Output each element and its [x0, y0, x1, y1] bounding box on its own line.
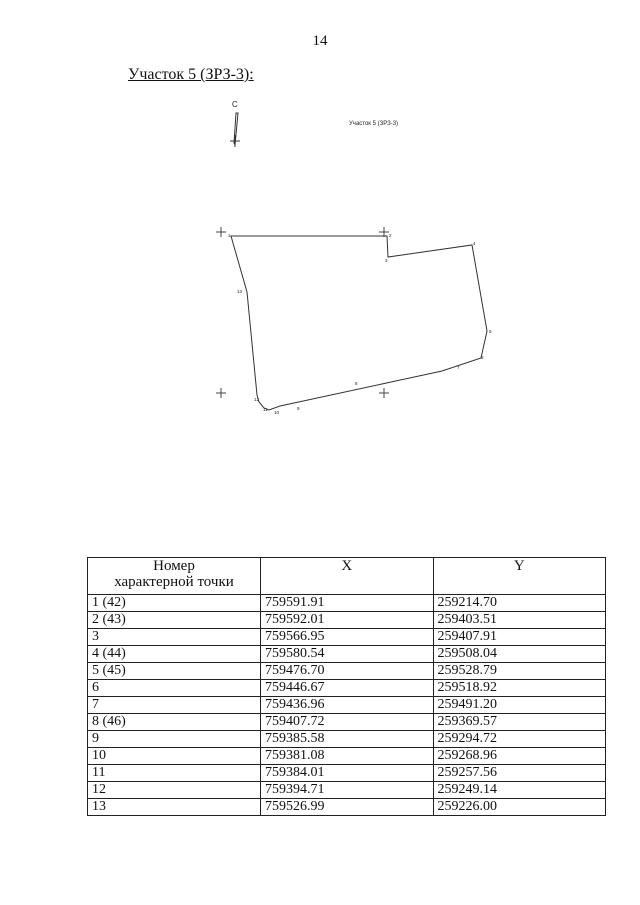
section-heading: Участок 5 (ЗРЗ-3): — [128, 66, 254, 83]
x-value: 759592.01 — [261, 612, 434, 629]
point-number: 1 (42) — [88, 595, 261, 612]
point-number: 11 — [88, 765, 261, 782]
point-label-1: 1 — [228, 233, 231, 238]
y-value: 259491.20 — [433, 697, 606, 714]
point-number: 7 — [88, 697, 261, 714]
header-y: Y — [433, 558, 606, 595]
point-number: 6 — [88, 680, 261, 697]
y-value: 259528.79 — [433, 663, 606, 680]
point-label-11: 11 — [263, 407, 268, 412]
point-label-5: 5 — [489, 329, 492, 334]
y-value: 259518.92 — [433, 680, 606, 697]
header-x: X — [261, 558, 434, 595]
parcel-boundary — [231, 236, 487, 410]
point-number: 13 — [88, 799, 261, 816]
table-row — [88, 731, 606, 748]
point-label-10: 10 — [274, 410, 280, 415]
y-value: 259508.04 — [433, 646, 606, 663]
table-row — [88, 765, 606, 782]
x-value: 759407.72 — [261, 714, 434, 731]
table-row — [88, 799, 606, 816]
y-value: 259294.72 — [433, 731, 606, 748]
table-row — [88, 782, 606, 799]
y-value: 259369.57 — [433, 714, 606, 731]
north-arrow-label: С — [232, 100, 238, 109]
point-number: 4 (44) — [88, 646, 261, 663]
page-number: 14 — [312, 33, 328, 49]
north-arrow-icon — [230, 113, 240, 147]
y-value: 259403.51 — [433, 612, 606, 629]
x-value: 759476.70 — [261, 663, 434, 680]
point-label-13: 13 — [237, 289, 243, 294]
point-label-7: 7 — [457, 365, 460, 370]
point-label-8: 8 — [355, 381, 358, 386]
point-label-3: 3 — [385, 258, 388, 263]
x-value: 759436.96 — [261, 697, 434, 714]
table-row — [88, 646, 606, 663]
y-value: 259268.96 — [433, 748, 606, 765]
y-value: 259407.91 — [433, 629, 606, 646]
point-number: 8 (46) — [88, 714, 261, 731]
table-row — [88, 697, 606, 714]
header-number-line1: Номер — [153, 558, 195, 574]
header-point-number — [88, 558, 261, 595]
table-header-row — [88, 558, 606, 595]
table-row — [88, 629, 606, 646]
x-value: 759446.67 — [261, 680, 434, 697]
point-label-6: 6 — [481, 355, 484, 360]
y-value: 259226.00 — [433, 799, 606, 816]
grid-crosses — [216, 227, 389, 398]
point-label-9: 9 — [297, 406, 300, 411]
x-value: 759591.91 — [261, 595, 434, 612]
x-value: 759385.58 — [261, 731, 434, 748]
table-row — [88, 595, 606, 612]
x-value: 759526.99 — [261, 799, 434, 816]
point-label-2: 2 — [389, 233, 392, 238]
header-number-line2: характерной точки — [114, 574, 234, 590]
table-row — [88, 714, 606, 731]
point-label-12: 12 — [254, 397, 260, 402]
site-plan — [190, 95, 510, 430]
point-label-4: 4 — [473, 241, 476, 246]
point-number: 5 (45) — [88, 663, 261, 680]
table-row — [88, 663, 606, 680]
point-number: 9 — [88, 731, 261, 748]
point-number: 2 (43) — [88, 612, 261, 629]
x-value: 759566.95 — [261, 629, 434, 646]
coordinates-table — [87, 557, 606, 816]
x-value: 759381.08 — [261, 748, 434, 765]
table-row — [88, 680, 606, 697]
table-row — [88, 612, 606, 629]
table-row — [88, 748, 606, 765]
x-value: 759580.54 — [261, 646, 434, 663]
x-value: 759384.01 — [261, 765, 434, 782]
point-number: 3 — [88, 629, 261, 646]
y-value: 259257.56 — [433, 765, 606, 782]
point-number: 10 — [88, 748, 261, 765]
point-number: 12 — [88, 782, 261, 799]
y-value: 259249.14 — [433, 782, 606, 799]
x-value: 759394.71 — [261, 782, 434, 799]
plan-caption: Участок 5 (ЗРЗ-3) — [349, 121, 399, 127]
y-value: 259214.70 — [433, 595, 606, 612]
